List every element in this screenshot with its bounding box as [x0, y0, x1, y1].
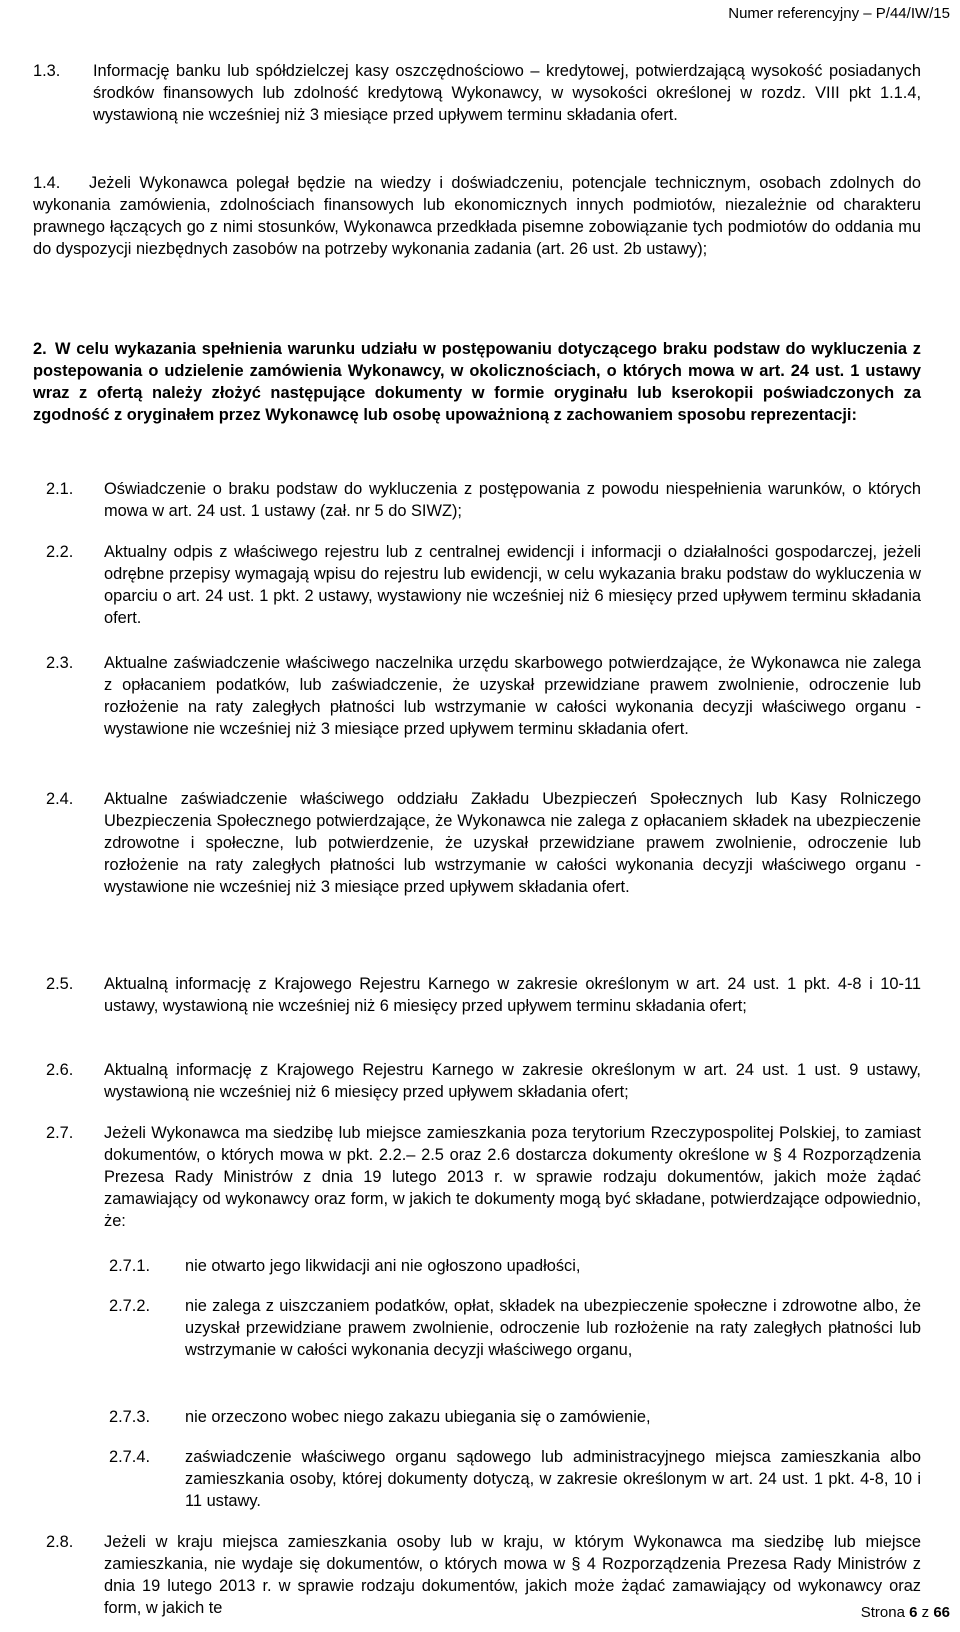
item-text: nie zalega z uiszczaniem podatków, opłat, składek na ubezpieczenie społeczne i zdrowotne albo, że uzyskał przewidziane prawem zwolnienie, odroczenie lub rozłożenie na raty zaległych płatności lub wstrzymanie w całości wykonania decyzji właściwego organu, [185, 1297, 921, 1359]
item-text: nie otwarto jego likwidacji ani nie ogłoszono upadłości, [185, 1257, 581, 1275]
item-text: Jeżeli Wykonawca ma siedzibę lub miejsce zamieszkania poza terytorium Rzeczypospolitej Polskiej, to zamiast dokumentów, o których mowa w pkt. 2.2.– 2.5 oraz 2.6 dostarcza dokumenty określone w § 4 Rozporządzenia Prezesa Rady Ministrów z dnia 19 lutego 2013 r. w sprawie rodzaju dokumentów, jakich może żądać zamawiający od wykonawcy oraz form, w jakich te dokumenty mogą być składane, potwierdzające odpowiednio, że: [104, 1124, 921, 1230]
item-text: Aktualny odpis z właściwego rejestru lub z centralnej ewidencji i informacji o działalności gospodarczej, jeżeli odrębne przepisy wymagają wpisu do rejestru lub ewidencji, w celu wykazania braku podstaw do wykluczenia w oparciu o art. 24 ust. 1 pkt. 2 ustawy, wystawiony nie wcześniej niż 6 miesięcy przed upływem terminu składania ofert. [104, 543, 921, 627]
item-number: 2.2. [46, 543, 74, 561]
page-number [861, 1603, 950, 1623]
item-text: Jeżeli Wykonawca polegał będzie na wiedzy i doświadczeniu, potencjale technicznym, osobach zdolnych do wykonania zamówienia, zdolnościach finansowych lub ekonomicznych innych podmiotów, niezależnie od charakteru prawnego łączących go z nimi stosunków, Wykonawca przedkłada pisemne zobowiązanie tych podmiotów do oddania mu do dyspozycji niezbędnych zasobów na potrzeby wykonania zadania (art. 26 ust. 2b ustawy); [33, 174, 921, 258]
item-number: 1.3. [33, 62, 61, 80]
item-text: nie orzeczono wobec niego zakazu ubiegania się o zamówienie, [185, 1408, 651, 1426]
section-text: W celu wykazania spełnienia warunku udziału w postępowaniu dotyczącego braku podstaw do wykluczenia z postepowania o udzielenie zamówienia Wykonawcy, w okolicznościach, o których mowa w art. 24 ust. 1 ustawy wraz z ofertą należy złożyć następujące dokumenty w formie oryginału lub kserokopii poświadczonych za zgodność z oryginałem przez Wykonawcę lub osobę upoważnioną z zachowaniem sposobu reprezentacji: [33, 340, 921, 424]
item-text: Aktualne zaświadczenie właściwego oddziału Zakładu Ubezpieczeń Społecznych lub Kasy Rolniczego Ubezpieczenia Społecznego potwierdzające, że Wykonawca nie zalega z opłacaniem składek na ubezpieczenie zdrowotne i społeczne, lub potwierdzenie, że uzyskał przewidziane prawem zwolnienie, odroczenie lub rozłożenie na raty zaległych płatności lub wstrzymanie w całości wykonania decyzji właściwego organu - wystawione nie wcześniej niż 3 miesiące przed upływem składania ofert. [104, 790, 921, 896]
item-number: 2.4. [46, 790, 74, 808]
item-text: Informację banku lub spółdzielczej kasy oszczędnościowo – kredytowej, potwierdzającą wysokość posiadanych środków finansowych lub zdolność kredytową Wykonawcy, w wysokości określonej w rozdz. VIII pkt 1.1.4, wystawioną nie wcześniej niż 3 miesiące przed upływem terminu składania ofert. [93, 62, 921, 124]
item-number: 2.7.4. [109, 1448, 151, 1466]
item-number: 2.6. [46, 1061, 74, 1079]
item-number: 2.8. [46, 1533, 74, 1551]
item-number: 2.7.1. [109, 1257, 151, 1275]
item-text: Aktualne zaświadczenie właściwego naczelnika urzędu skarbowego potwierdzające, że Wykonawca nie zalega z opłacaniem podatków, lub zaświadczenie, że uzyskał przewidziane prawem zwolnienie, odroczenie lub rozłożenie na raty zaległych płatności lub wstrzymanie w całości wykonania decyzji właściwego organu - wystawione nie wcześniej niż 3 miesiące przed upływem terminu składania ofert. [104, 654, 921, 738]
item-text: Aktualną informację z Krajowego Rejestru Karnego w zakresie określonym w art. 24 ust. 1 ust. 9 ustawy, wystawioną nie wcześniej niż 6 miesięcy przed upływem składania ofert; [104, 1061, 921, 1101]
page-separator: z [917, 1604, 934, 1621]
item-number: 2.7. [46, 1124, 74, 1142]
page-current: 6 [909, 1604, 918, 1621]
item-text: zaświadczenie właściwego organu sądowego lub administracyjnego miejsca zamieszkania albo zamieszkania osoby, której dokumenty dotyczą, w zakresie określonym w art. 24 ust. 1 pkt. 4-8, 10 i 11 ustawy. [185, 1448, 921, 1510]
page-total: 66 [933, 1604, 950, 1621]
item-number: 2.7.3. [109, 1408, 151, 1426]
item-number: 2.3. [46, 654, 74, 672]
item-number: 1.4. [33, 174, 61, 192]
item-number: 2.5. [46, 975, 74, 993]
item-text: Aktualną informację z Krajowego Rejestru Karnego w zakresie określonym w art. 24 ust. 1 pkt. 4-8 i 10-11 ustawy, wystawioną nie wcześniej niż 6 miesięcy przed upływem terminu składania ofert; [104, 975, 921, 1015]
item-text: Jeżeli w kraju miejsca zamieszkania osoby lub w kraju, w którym Wykonawca ma siedzibę lub miejsce zamieszkania, nie wydaje się dokumentów, o których mowa w § 4 Rozporządzenia Prezesa Rady Ministrów z dnia 19 lutego 2013 r. w sprawie rodzaju dokumentów, jakich może żądać zamawiający od wykonawcy oraz form, w jakich te [104, 1533, 921, 1617]
reference-number: Numer referencyjny – P/44/IW/15 [728, 5, 950, 22]
item-number: 2.7.2. [109, 1297, 151, 1315]
page-prefix: Strona [860, 1604, 910, 1621]
item-number: 2.1. [46, 480, 74, 498]
item-text: Oświadczenie o braku podstaw do wykluczenia z postępowania z powodu niespełnienia warunków, o których mowa w art. 24 ust. 1 ustawy (zał. nr 5 do SIWZ); [104, 480, 921, 520]
section-number: 2. [33, 340, 47, 358]
